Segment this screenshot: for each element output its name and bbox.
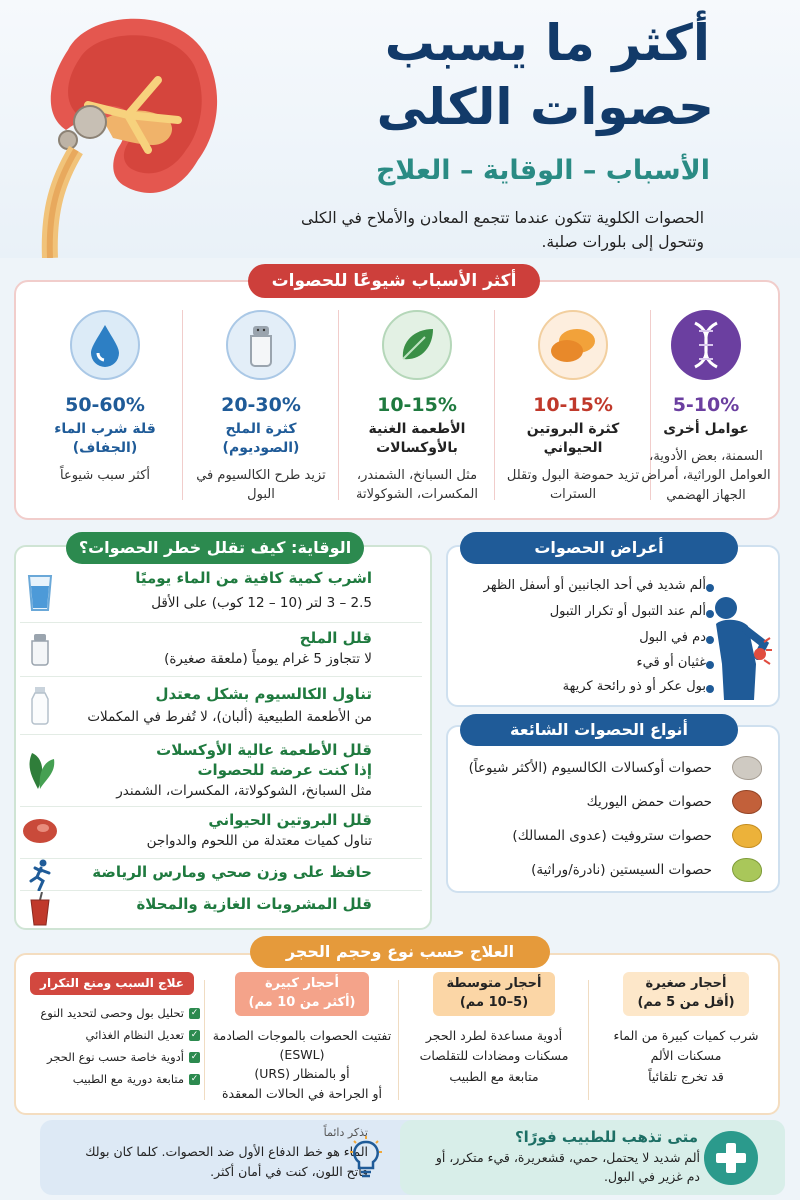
prevention-desc: من الأطعمة الطبيعية (ألبان)، لا تُفرط في المكملات (87, 709, 372, 725)
prevention-title: حافظ على وزن صحي ومارس الرياضة (92, 863, 372, 881)
treatment-small-desc: شرب كميات كبيرة من الماء مسكنات الألم قد تخرج تلقائياً (613, 1027, 759, 1084)
treatment-small-title: أحجار صغيرة (أقل من 5 مم) (623, 972, 748, 1016)
treatment-large-desc: تفتيت الحصوات بالموجات الصادمة (ESWL) أو بالمنظار (URS) أو الجراحة في الحالات المعقدة (212, 1027, 392, 1101)
cause-name: كثرة البروتين الحيواني (526, 421, 620, 456)
prevention-desc: تناول كميات معتدلة من اللحوم والدواجن (146, 833, 372, 849)
spinach-icon (20, 747, 60, 791)
symptoms-heading: أعراض الحصوات (460, 532, 738, 564)
cause-percent: 50-60% (65, 394, 145, 416)
cause-name: عوامل أخرى (663, 421, 749, 437)
prevention-item (20, 565, 422, 623)
divider (338, 310, 339, 500)
medical-cross-icon (704, 1131, 758, 1185)
page-title-line2: حصوات الكلى (376, 78, 714, 136)
cause-oxalate (342, 300, 492, 510)
cause-name: قلة شرب الماء (الجفاف) (54, 421, 156, 456)
back-pain-person-icon (706, 594, 772, 702)
symptom-item: ألم عند التبول أو تكرار التبول (549, 604, 706, 619)
prevention-title: تناول الكالسيوم بشكل معتدل (155, 685, 372, 703)
symptom-item: بول عكر أو ذو رائحة كريهة (562, 679, 706, 694)
stone-type-item: حصوات حمض اليوريك (586, 794, 712, 810)
treatment-medium-desc: أدوية مساعدة لطرد الحجر مسكنات ومضادات للتقلصات متابعة مع الطبيب (419, 1027, 569, 1084)
check-icon: ✓ (190, 1052, 199, 1063)
doctor-desc: ألم شديد لا يحتمل، حمي، قشعريرة، قيء متكرر، أو دم غزير في البول. (435, 1150, 700, 1184)
prevention-heading: الوقاية: كيف تقلل خطر الحصوات؟ (66, 532, 364, 564)
treatment-heading: العلاج حسب نوع وحجم الحجر (250, 936, 550, 968)
divider (398, 980, 399, 1100)
water-drop-icon (70, 310, 140, 380)
divider (204, 980, 205, 1100)
bullet-dot (706, 584, 714, 592)
stone-types-heading: أنواع الحصوات الشائعة (460, 714, 738, 746)
page-title-line1: أكثر ما يسبب (384, 14, 710, 72)
meat-icon (538, 310, 608, 380)
check-icon: ✓ (190, 1030, 199, 1041)
cause-percent: 10-15% (533, 394, 613, 416)
doctor-title: متى تذهب للطبيب فورًا؟ (514, 1128, 698, 1146)
divider (588, 980, 589, 1100)
cause-percent: 10-15% (377, 394, 457, 416)
followup-item: ✓تحليل بول وحصى لتحديد النوع (40, 1006, 199, 1021)
stone-type-item: حصوات أوكسالات الكالسيوم (الأكثر شيوعاً) (468, 760, 712, 776)
cause-percent: 5-10% (672, 394, 740, 416)
uric-acid-stone-icon (732, 790, 762, 814)
followup-item: ✓متابعة دورية مع الطبيب (72, 1071, 199, 1086)
prevention-title: قلل الملح (299, 629, 372, 647)
cause-desc: تزيد طرح الكالسيوم في البول (196, 467, 326, 503)
salt-shaker-icon (226, 310, 296, 380)
prevention-title: اشرب كمية كافية من الماء يوميًا (135, 569, 372, 587)
cystine-stone-icon (732, 858, 762, 882)
check-icon: ✓ (190, 1008, 199, 1019)
cause-other (636, 300, 776, 510)
treatment-large-title: أحجار كبيرة (أكثر من 10 مم) (235, 972, 370, 1016)
prevention-item (20, 807, 422, 859)
prevention-item (20, 623, 422, 677)
treatment-followup (24, 972, 200, 1107)
prevention-item (20, 677, 422, 735)
intro-text: الحصوات الكلوية تتكون عندما تتجمع المعادن والأملاح في الكلى وتتحول إلى بلورات صلبة. (300, 209, 704, 252)
cause-desc: السمنة، بعض الأدوية، العوامل الوراثية، أمراض الجهاز الهضمي (641, 448, 771, 503)
symptom-item: ألم شديد في أحد الجانبين أو أسفل الظهر (483, 578, 706, 593)
soda-cup-icon (20, 887, 60, 931)
prevention-title: قلل البروتين الحيواني (208, 811, 372, 829)
prevention-desc: 2.5 – 3 لتر (10 – 12 كوب) على الأقل (151, 595, 372, 611)
causes-heading: أكثر الأسباب شيوعًا للحصوات (248, 264, 540, 298)
lightbulb-icon (346, 1136, 386, 1180)
struvite-stone-icon (732, 824, 762, 848)
water-glass-icon (20, 571, 60, 615)
symptom-item: غثيان أو قيء (636, 655, 706, 670)
treatment-followup-title: علاج السبب ومنع التكرار (30, 972, 194, 995)
reminder-label: تذكر دائماً (323, 1126, 368, 1139)
kidney-illustration (28, 10, 218, 258)
divider (494, 310, 495, 500)
treatment-medium-title: أحجار متوسطة (5–10 مم) (433, 972, 556, 1016)
calcium-oxalate-stone-icon (732, 756, 762, 780)
prevention-item (20, 891, 422, 925)
reminder-desc: الماء هو خط الدفاع الأول ضد الحصوات. كلما كان بولك فاتح اللون، كنت في أمان أكثر. (85, 1144, 368, 1179)
meat-icon (20, 809, 60, 853)
followup-item: ✓تعديل النظام الغذائي (85, 1028, 199, 1043)
cause-desc: مثل السبانخ، الشمندر، المكسرات، الشوكولاتة (355, 467, 478, 503)
cause-name: كثرة الملح (الصوديوم) (222, 421, 300, 456)
cause-desc: تزيد حموضة البول وتقلل السترات (506, 467, 640, 503)
followup-item: ✓أدوية خاصة حسب نوع الحجر (47, 1050, 199, 1065)
symptom-item: دم في البول (639, 630, 706, 645)
cause-protein (498, 300, 648, 510)
followup-checklist (24, 1003, 200, 1090)
prevention-desc: مثل السبانخ، الشوكولاتة، المكسرات، الشمندر (116, 783, 372, 799)
prevention-title: قلل الأطعمة عالية الأوكسلات (156, 741, 372, 759)
spinach-leaf-icon (382, 310, 452, 380)
salt-shaker-icon (20, 627, 60, 671)
stone-type-item: حصوات ستروفيت (عدوى المسالك) (512, 828, 712, 844)
prevention-desc: لا تتجاوز 5 غرام يومياً (ملعقة صغيرة) (164, 651, 372, 667)
prevention-title: إذا كنت عرضة للحصوات (197, 761, 372, 779)
cause-percent: 20-30% (221, 394, 301, 416)
prevention-item (20, 859, 422, 891)
cause-name: الأطعمة الغنية بالأوكسالات (368, 421, 466, 456)
prevention-title: قلل المشروبات الغازية والمحلاة (136, 895, 372, 913)
treatment-small (596, 972, 776, 1107)
treatment-medium (404, 972, 584, 1107)
cause-dehydration (30, 300, 180, 510)
prevention-item (20, 735, 422, 807)
cause-salt (186, 300, 336, 510)
cause-desc: أكثر سبب شيوعاً (60, 467, 150, 483)
check-icon: ✓ (190, 1073, 199, 1084)
dna-icon (671, 310, 741, 380)
divider (182, 310, 183, 500)
page-subtitle: الأسباب – الوقاية – العلاج (375, 155, 710, 186)
milk-bottle-icon (20, 683, 60, 727)
stone-type-item: حصوات السيستين (نادرة/وراثية) (531, 862, 712, 878)
treatment-large (212, 972, 392, 1107)
